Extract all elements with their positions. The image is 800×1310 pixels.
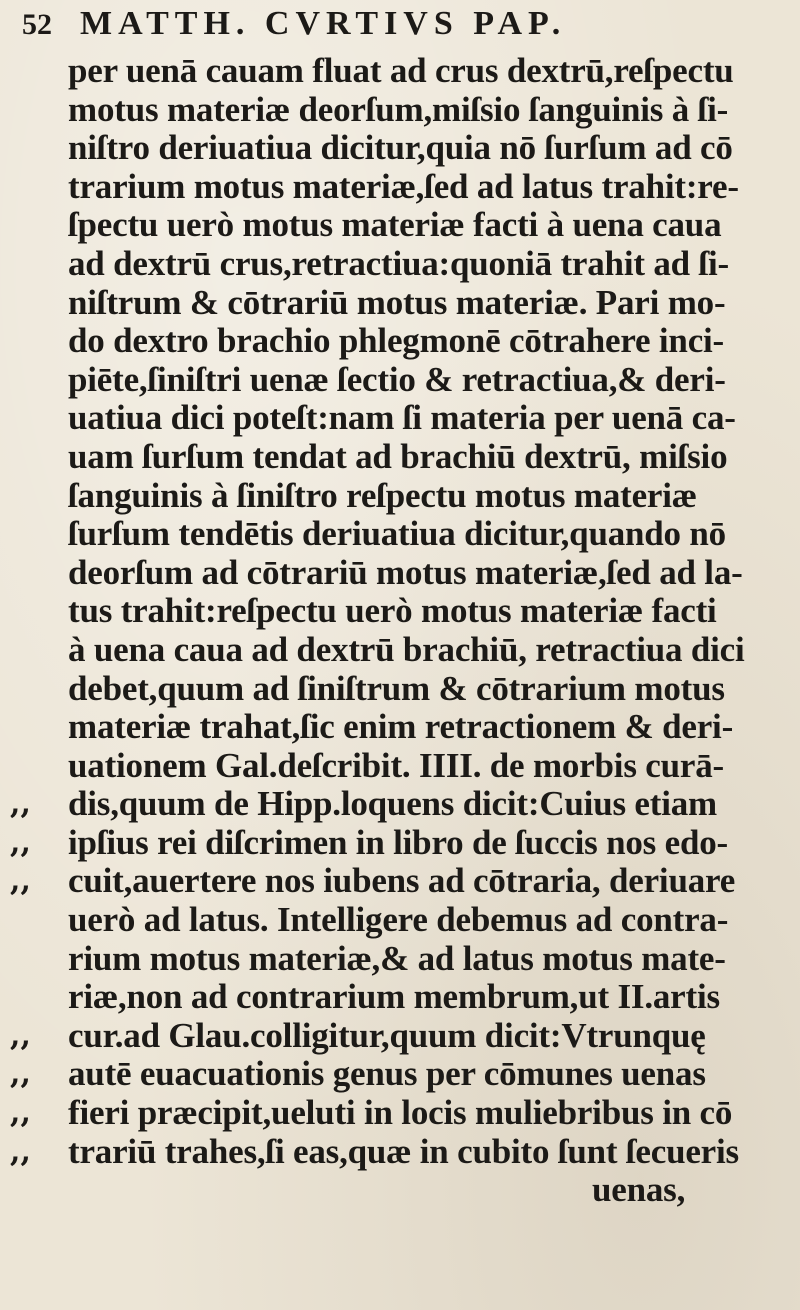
text-line xyxy=(0,592,800,631)
line-text: rium motus materiæ,& ad latus motus mate- xyxy=(68,938,726,978)
running-title: MATTH. CVRTIVS PAP. xyxy=(80,5,567,42)
text-line xyxy=(0,52,800,91)
line-text: à uena caua ad dextrū brachiū, retractiua dici xyxy=(68,629,745,669)
text-line xyxy=(0,631,800,670)
text-line xyxy=(0,747,800,786)
line-text: ſanguinis à ſiniſtro reſpectu motus materiæ xyxy=(68,475,697,515)
text-line xyxy=(0,206,800,245)
text-line xyxy=(0,129,800,168)
line-text: ſpectu uerò motus materiæ facti à uena caua xyxy=(68,205,722,245)
text-line xyxy=(0,1133,800,1172)
quotation-marker: ,, xyxy=(10,1017,31,1053)
line-text: ipſius rei diſcrimen in libro de ſuccis nos edo- xyxy=(68,822,728,862)
line-text: fieri præcipit,ueluti in locis muliebribus in cō xyxy=(68,1093,733,1133)
text-line xyxy=(0,554,800,593)
text-line xyxy=(0,361,800,400)
line-text: materiæ trahat,ſic enim retractionem & deri- xyxy=(68,707,734,747)
quotation-marker: ,, xyxy=(10,863,31,899)
text-line xyxy=(0,862,800,901)
catchword: uenas, xyxy=(592,1170,686,1210)
quotation-marker: ,, xyxy=(10,1056,31,1092)
text-line xyxy=(0,824,800,863)
text-line xyxy=(0,1017,800,1056)
text-line xyxy=(0,708,800,747)
line-text: cuit,auertere nos iubens ad cōtraria, deriuare xyxy=(68,861,736,901)
text-line xyxy=(0,438,800,477)
quotation-marker: ,, xyxy=(10,786,31,822)
line-text: autē euacuationis genus per cōmunes uenas xyxy=(68,1054,706,1094)
line-text: do dextro brachio phlegmonē cōtrahere inci- xyxy=(68,321,725,361)
line-text: cur.ad Glau.colligitur,quum dicit:Vtrunquę xyxy=(68,1015,706,1055)
line-text: tus trahit:reſpectu uerò motus materiæ facti xyxy=(68,591,717,631)
text-line xyxy=(0,399,800,438)
line-text: piēte,ſiniſtri uenæ ſectio & retractiua,& deri- xyxy=(68,359,726,399)
text-line xyxy=(0,940,800,979)
text-line xyxy=(0,168,800,207)
quotation-marker: ,, xyxy=(10,1095,31,1131)
text-line xyxy=(0,245,800,284)
line-text: niſtro deriuatiua dicitur,quia nō ſurſum ad cō xyxy=(68,128,733,168)
line-text: uerò ad latus. Intelligere debemus ad contra- xyxy=(68,900,729,940)
line-text: debet,quum ad ſiniſtrum & cōtrarium motus xyxy=(68,668,725,708)
line-text: deorſum ad cōtrariū motus materiæ,ſed ad la- xyxy=(68,552,743,592)
line-text: uam ſurſum tendat ad brachiū dextrū, miſsio xyxy=(68,436,728,476)
line-text: niſtrum & cōtrariū motus materiæ. Pari mo- xyxy=(68,282,726,322)
text-line xyxy=(0,322,800,361)
quotation-marker: ,, xyxy=(10,824,31,860)
text-line xyxy=(0,91,800,130)
line-text: ad dextrū crus,retractiua:quoniā trahit ad ſi- xyxy=(68,243,729,283)
text-line xyxy=(0,978,800,1017)
line-text: trarium motus materiæ,ſed ad latus trahit:re- xyxy=(68,166,739,206)
text-line xyxy=(0,515,800,554)
quotation-marker: ,, xyxy=(10,1133,31,1169)
page-number: 52 xyxy=(22,8,52,41)
text-line xyxy=(0,1094,800,1133)
text-line xyxy=(0,1055,800,1094)
running-head xyxy=(22,4,762,44)
line-text: dis,quum de Hipp.loquens dicit:Cuius etiam xyxy=(68,784,717,824)
line-text: uationem Gal.deſcribit. IIII. de morbis curā- xyxy=(68,745,724,785)
line-text: per uenā cauam fluat ad crus dextrū,reſpectu xyxy=(68,51,734,90)
catchword-line xyxy=(0,1171,800,1210)
line-text: riæ,non ad contrarium membrum,ut II.artis xyxy=(68,977,720,1017)
body-text xyxy=(0,52,800,1210)
text-line xyxy=(0,477,800,516)
line-text: ſurſum tendētis deriuatiua dicitur,quando nō xyxy=(68,514,726,554)
line-text: uatiua dici poteſt:nam ſi materia per uenā ca- xyxy=(68,398,736,438)
line-text: trariū trahes,ſi eas,quæ in cubito ſunt ſecueris xyxy=(68,1131,739,1171)
text-line xyxy=(0,284,800,323)
line-text: motus materiæ deorſum,miſsio ſanguinis à ſi- xyxy=(68,89,729,129)
text-line xyxy=(0,785,800,824)
text-line xyxy=(0,901,800,940)
text-line xyxy=(0,670,800,709)
